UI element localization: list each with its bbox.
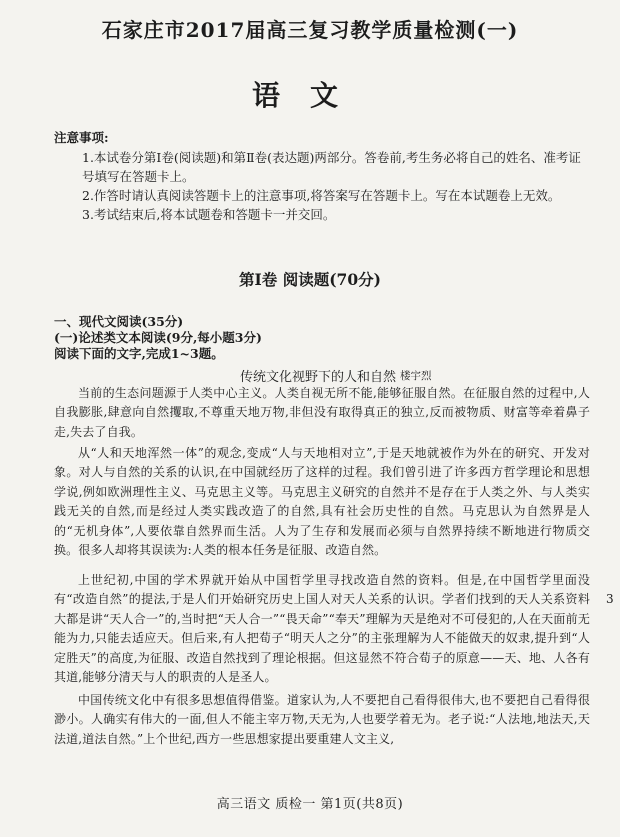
notice-item-3	[54, 205, 584, 224]
section-title: 第Ⅰ卷 阅读题(70分)	[239, 270, 381, 289]
margin-number: 3	[606, 592, 614, 606]
notice-item-text: 2.作答时请认真阅读答题卡上的注意事项,将答案写在答题卡上。写在本试题卷上无效。	[82, 188, 561, 203]
subpart-heading: (一)论述类文本阅读(9分,每小题3分)	[54, 330, 262, 345]
article-paragraph-1: 当前的生态问题源于人类中心主义。人类自视无所不能,能够征服自然。在征服自然的过程中,人自我膨胀,肆意向自然攫取,不尊重天地万物,非但没有取得真正的独立,反而被物质、财富等牵着鼻子走,失去了自我。	[54, 386, 590, 439]
article-title: 传统文化视野下的人和自然	[240, 370, 397, 385]
notice-item-text: 3.考试结束后,将本试题卷和答题卡一并交回。	[82, 207, 336, 222]
instruction: 阅读下面的文字,完成1~3题。	[54, 346, 224, 361]
article-paragraph-4: 中国传统文化中有很多思想值得借鉴。道家认为,人不要把自己看得很伟大,也不要把自己看得很渺小。人确实有伟大的一面,但人不能主宰万物,天无为,人也要学着无为。老子说:“人法地,地法天,天法道,道法自然。”上个世纪,西方一些思想家提出要重建人文主义,	[54, 693, 590, 746]
notice-title: 注意事项:	[54, 130, 109, 145]
notice-item-2	[54, 186, 584, 205]
article-paragraph-2: 从“人和天地浑然一体”的观念,变成“人与天地相对立”,于是天地就被作为外在的研究、开发对象。对人与自然的关系的认识,在中国就经历了这样的过程。我们曾引进了许多西方哲学理论和思想学说,例如欧洲理性主义、马克思主义等。马克思主义研究的自然并不是存在于人类之外、与人类实践无关的自然,而是经过人类实践改造了的自然,具有社会历史性的自然。马克思认为自然界是人的“无机身体”,人要依靠自然界而生活。人为了生存和发展而必须与自然界持续不断地进行物质交换。很多人却将其误读为:人类的根本任务是征服、改造自然。	[54, 446, 590, 558]
article-paragraph-3: 上世纪初,中国的学术界就开始从中国哲学里寻找改造自然的资料。但是,在中国哲学里面没有“改造自然”的提法,于是人们开始研究历史上国人对天人关系的认识。学者们找到的天人关系资料大都是讲“天人合一”的,当时把“天人合一”“畏天命”“奉天”理解为天是绝对不可侵犯的,人在天面前无能为力,只能去适应天。但后来,有人把荀子“明天人之分”的主张理解为人不能做天的奴隶,提升到“人定胜天”的高度,为征服、改造自然找到了理论根据。但这显然不符合荀子的原意——天、地、人各有其道,能够分清天与人的职责的人是圣人。	[54, 573, 590, 685]
part-heading: 一、现代文阅读(35分)	[54, 314, 184, 329]
notice-item-text: 1.本试卷分第Ⅰ卷(阅读题)和第Ⅱ卷(表达题)两部分。答卷前,考生务必将自己的姓名、准考证号填写在答题卡上。	[82, 150, 581, 184]
article-author: 楼宇烈	[400, 370, 432, 382]
subject-title: 语文	[251, 79, 368, 112]
page-footer: 高三语文 质检一 第1页(共8页)	[216, 797, 404, 812]
notice-item-1	[54, 148, 584, 186]
exam-title: 石家庄市2017届高三复习教学质量检测(一)	[101, 18, 519, 42]
